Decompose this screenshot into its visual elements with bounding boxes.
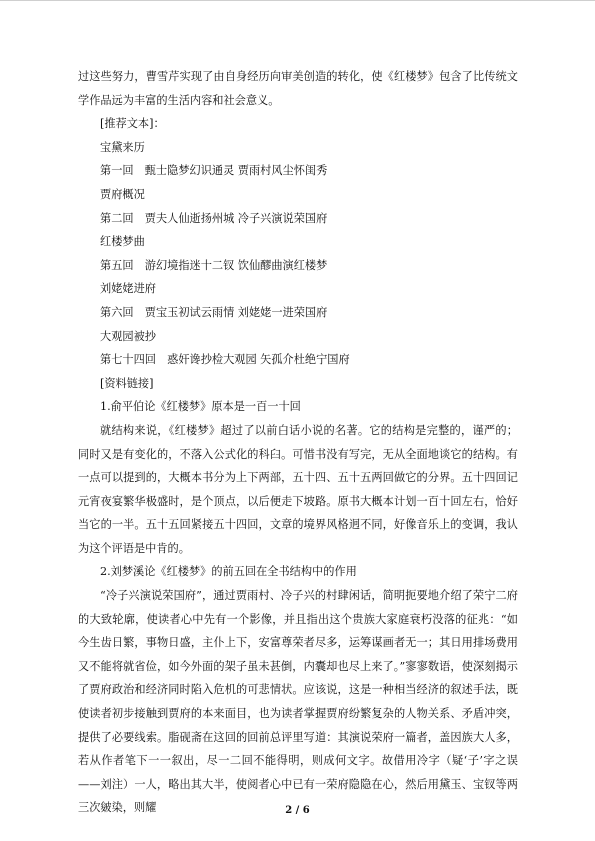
document-body xyxy=(78,65,518,820)
recommend-heading: [推荐文本]： xyxy=(100,117,165,131)
recommend-item: 大观园被抄 xyxy=(100,329,156,343)
recommend-item: 红楼梦曲 xyxy=(100,235,145,249)
recommend-item: 贾府概况 xyxy=(100,187,145,201)
recommend-item: 第二回 贾夫人仙逝扬州城 冷子兴演说荣国府 xyxy=(100,211,328,225)
link1-paragraph: 就结构来说，《红楼梦》超过了以前白话小说的名著。它的结构是完整的，谨严的；同时又是有变化的，不落入公式化的科臼。可惜书没有写完，无从全面地谈它的结构。有一点可以提到的，大概本书分为上下两部，五十四、五十五两回做它的分界。五十四回记元宵夜宴繁华极盛时，是个顶点，以后便走下坡路。原书大概本计划一百十回左右，恰好当它的一半。五十五回紧接五十四回，文章的境界风格迥不同，好像音乐上的变调，我认为这个评语是中肯的。 xyxy=(78,423,518,555)
recommend-item: 第七十四回 惑奸谗抄检大观园 矢孤介杜绝宁国府 xyxy=(100,353,350,367)
link2-title: 2.刘梦溪论《红楼梦》的前五回在全书结构中的作用 xyxy=(100,565,357,579)
page-number: 2 / 6 xyxy=(285,805,310,816)
link2-paragraph: “冷子兴演说荣国府”，通过贾雨村、冷子兴的村肆闲话，简明扼要地介绍了荣宁二府的大致轮廓，使读者心中先有一个影像，并且指出这个贵族大家庭衰朽没落的征兆：“如今生齿日繁，事物日盛，主仆上下，安富尊荣者尽多，运筹谋画者无一；其日用排场费用又不能将就省俭，如今外面的架子虽未甚倒，内囊却也尽上来了。”寥寥数语，使深刻揭示了贾府政治和经济同时陷入危机的可悲情状。应该说，这是一种相当经济的叙述手法，既使读者初步接触到贾府的本来面目，也为读者掌握贾府纷繁复杂的人物关系、矛盾冲突，提供了必要线索。脂砚斋在这回的回前总评里写道：其演说荣府一篇者，盖因族大人多，若从作者笔下一一叙出，尽一二回不能得明，则成何文字。故借用冷字（疑‘子’字之误——刘注）一人，略出其大半，使阅者心中已有一荣府隐隐在心，然后用黛玉、宝钗等两三次皴染，则耀 xyxy=(78,589,518,815)
recommend-item: 刘姥姥进府 xyxy=(100,282,156,296)
top-rule xyxy=(0,0,595,1)
recommend-item: 第一回 甄士隐梦幻识通灵 贾雨村风尘怀闺秀 xyxy=(100,164,328,178)
intro-paragraph: 过这些努力，曹雪芹实现了由自身经历向审美创造的转化，使《红楼梦》包含了比传统文学作品远为丰富的生活内容和社会意义。 xyxy=(78,70,518,107)
recommend-item: 宝黛来历 xyxy=(100,140,145,154)
recommend-item: 第六回 贾宝玉初试云雨情 刘姥姥一进荣国府 xyxy=(100,305,328,319)
link1-title: 1.俞平伯论《红楼梦》原本是一百一十回 xyxy=(100,400,301,414)
links-heading: [资料链接] xyxy=(100,376,154,390)
recommend-item: 第五回 游幻境指迷十二钗 饮仙醪曲演红楼梦 xyxy=(100,258,328,272)
